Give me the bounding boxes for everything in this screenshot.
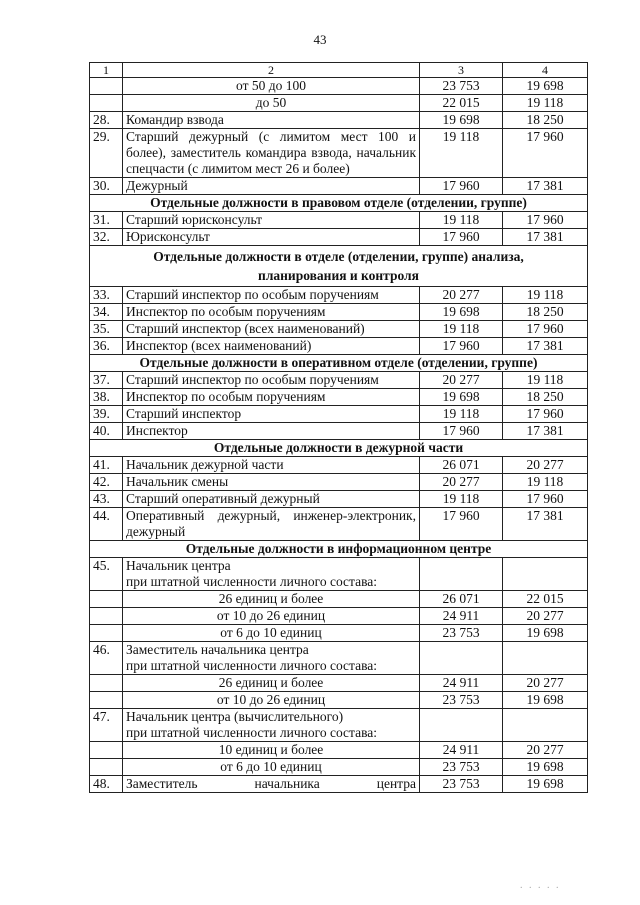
row-number: 39. [90,406,123,423]
salary-col-4: 19 698 [503,776,588,793]
salary-col-3: 20 277 [420,372,503,389]
row-number: 36. [90,338,123,355]
table-row [90,709,588,742]
subitem-row [90,742,588,759]
salary-col-4 [503,709,588,742]
section-header-row [90,195,588,212]
salary-col-4: 17 960 [503,129,588,178]
row-number [90,625,123,642]
table-header-row [90,63,588,78]
position-name: Старший инспектор по особым поручениям [123,287,420,304]
salary-col-4: 18 250 [503,304,588,321]
section-title: Отдельные должности в правовом отделе (отделении, группе) [90,195,588,212]
table-row [90,423,588,440]
salary-col-4: 17 960 [503,212,588,229]
salary-col-3: 19 698 [420,389,503,406]
salary-col-3: 17 960 [420,338,503,355]
section-title: Отдельные должности в дежурной части [90,440,588,457]
position-name: Старший инспектор (всех наименований) [123,321,420,338]
row-number: 47. [90,709,123,742]
position-name: Начальник центра при штатной численности личного состава: [123,558,420,591]
row-number: 40. [90,423,123,440]
section-title: Отдельные должности в информационном центре [90,541,588,558]
table-row [90,372,588,389]
salary-col-3: 23 753 [420,692,503,709]
position-name: Инспектор [123,423,420,440]
salary-col-4: 18 250 [503,112,588,129]
salary-col-3: 17 960 [420,178,503,195]
table-row [90,474,588,491]
table-row [90,491,588,508]
salary-col-4: 20 277 [503,675,588,692]
salary-col-3 [420,558,503,591]
subitem-row [90,625,588,642]
section-header-row [90,246,588,287]
row-number: 45. [90,558,123,591]
subitem-row [90,675,588,692]
salary-col-3: 26 071 [420,457,503,474]
salary-col-4: 22 015 [503,591,588,608]
row-number: 33. [90,287,123,304]
salary-table [89,62,588,793]
position-name: 26 единиц и более [123,675,420,692]
salary-col-4: 17 381 [503,178,588,195]
salary-col-4: 19 118 [503,95,588,112]
salary-col-3: 22 015 [420,95,503,112]
table-row [90,457,588,474]
row-number: 41. [90,457,123,474]
position-name: Инспектор (всех наименований) [123,338,420,355]
table-row [90,776,588,793]
position-name: Оперативный дежурный, инженер-электроник, дежурный [123,508,420,541]
salary-col-3: 17 960 [420,423,503,440]
salary-col-3: 24 911 [420,608,503,625]
table-row [90,406,588,423]
position-name: Начальник смены [123,474,420,491]
salary-col-4: 17 381 [503,338,588,355]
header-col-2: 2 [123,63,420,78]
position-name: Юрисконсульт [123,229,420,246]
row-number: 44. [90,508,123,541]
position-name: от 6 до 10 единиц [123,625,420,642]
salary-col-4: 19 118 [503,372,588,389]
position-name: 10 единиц и более [123,742,420,759]
salary-col-3: 26 071 [420,591,503,608]
salary-col-3: 23 753 [420,759,503,776]
salary-col-4: 20 277 [503,457,588,474]
subitem-row [90,759,588,776]
row-number: 34. [90,304,123,321]
salary-col-3: 19 118 [420,129,503,178]
salary-col-4: 19 118 [503,287,588,304]
row-number: 31. [90,212,123,229]
header-col-4: 4 [503,63,588,78]
salary-col-3: 19 698 [420,112,503,129]
row-number [90,742,123,759]
row-number: 37. [90,372,123,389]
section-header-row [90,355,588,372]
position-name: Старший оперативный дежурный [123,491,420,508]
salary-col-3: 23 753 [420,776,503,793]
salary-col-4: 17 960 [503,406,588,423]
position-name: 26 единиц и более [123,591,420,608]
section-title: Отдельные должности в отделе (отделении, группе) анализа, планирования и контроля [90,246,588,287]
table-row [90,508,588,541]
subitem-row [90,78,588,95]
table-row [90,338,588,355]
position-name: Инспектор по особым поручениям [123,304,420,321]
position-name: от 10 до 26 единиц [123,608,420,625]
table-row [90,212,588,229]
position-name: Инспектор по особым поручениям [123,389,420,406]
table-row [90,287,588,304]
salary-col-3: 23 753 [420,625,503,642]
row-number [90,692,123,709]
salary-col-4: 17 381 [503,423,588,440]
row-number: 43. [90,491,123,508]
table-row [90,112,588,129]
salary-col-3: 19 118 [420,212,503,229]
salary-col-4: 19 118 [503,474,588,491]
row-number: 46. [90,642,123,675]
row-number [90,675,123,692]
salary-col-3: 20 277 [420,474,503,491]
salary-col-4: 20 277 [503,608,588,625]
salary-col-3: 19 118 [420,406,503,423]
salary-col-4: 18 250 [503,389,588,406]
salary-col-4: 20 277 [503,742,588,759]
row-number: 29. [90,129,123,178]
table-row [90,229,588,246]
row-number [90,591,123,608]
section-title: Отдельные должности в оперативном отделе (отделении, группе) [90,355,588,372]
section-header-row [90,541,588,558]
position-name: до 50 [123,95,420,112]
salary-col-3: 24 911 [420,675,503,692]
salary-col-4: 19 698 [503,78,588,95]
subitem-row [90,591,588,608]
salary-col-3: 20 277 [420,287,503,304]
salary-col-3 [420,642,503,675]
subitem-row [90,692,588,709]
position-name: от 50 до 100 [123,78,420,95]
row-number: 28. [90,112,123,129]
subitem-row [90,95,588,112]
position-name: Дежурный [123,178,420,195]
salary-col-3: 17 960 [420,229,503,246]
row-number: 32. [90,229,123,246]
salary-col-3: 17 960 [420,508,503,541]
salary-col-3 [420,709,503,742]
position-name: Старший инспектор [123,406,420,423]
salary-col-4 [503,642,588,675]
section-header-row [90,440,588,457]
salary-col-4: 17 381 [503,229,588,246]
table-row [90,321,588,338]
position-name: Старший юрисконсульт [123,212,420,229]
row-number [90,78,123,95]
row-number: 30. [90,178,123,195]
position-name: от 6 до 10 единиц [123,759,420,776]
position-name: Начальник центра (вычислительного) при штатной численности личного состава: [123,709,420,742]
salary-col-3: 19 698 [420,304,503,321]
table-row [90,642,588,675]
table-row [90,129,588,178]
salary-col-4: 17 960 [503,491,588,508]
salary-col-3: 24 911 [420,742,503,759]
row-number: 48. [90,776,123,793]
row-number: 35. [90,321,123,338]
scan-artifact: . . . . . [520,880,561,891]
position-name: Начальник дежурной части [123,457,420,474]
row-number [90,608,123,625]
page-number: 43 [313,32,327,47]
salary-col-3: 19 118 [420,321,503,338]
table-row [90,558,588,591]
position-name: Командир взвода [123,112,420,129]
salary-col-3: 19 118 [420,491,503,508]
salary-col-4: 17 381 [503,508,588,541]
salary-col-4: 17 960 [503,321,588,338]
header-col-3: 3 [420,63,503,78]
salary-col-4: 19 698 [503,625,588,642]
position-name: Старший дежурный (с лимитом мест 100 и более), заместитель командира взвода, начальник спецчасти (с лимитом мест 26 и более) [123,129,420,178]
salary-col-4 [503,558,588,591]
salary-col-3: 23 753 [420,78,503,95]
row-number: 42. [90,474,123,491]
table-row [90,304,588,321]
table-row [90,178,588,195]
row-number [90,95,123,112]
position-name: Заместитель начальника центра при штатной численности личного состава: [123,642,420,675]
salary-col-4: 19 698 [503,759,588,776]
position-name: от 10 до 26 единиц [123,692,420,709]
position-name: Заместитель начальника центра [123,776,420,793]
header-col-1: 1 [90,63,123,78]
row-number: 38. [90,389,123,406]
table-row [90,389,588,406]
position-name: Старший инспектор по особым поручениям [123,372,420,389]
salary-col-4: 19 698 [503,692,588,709]
row-number [90,759,123,776]
subitem-row [90,608,588,625]
